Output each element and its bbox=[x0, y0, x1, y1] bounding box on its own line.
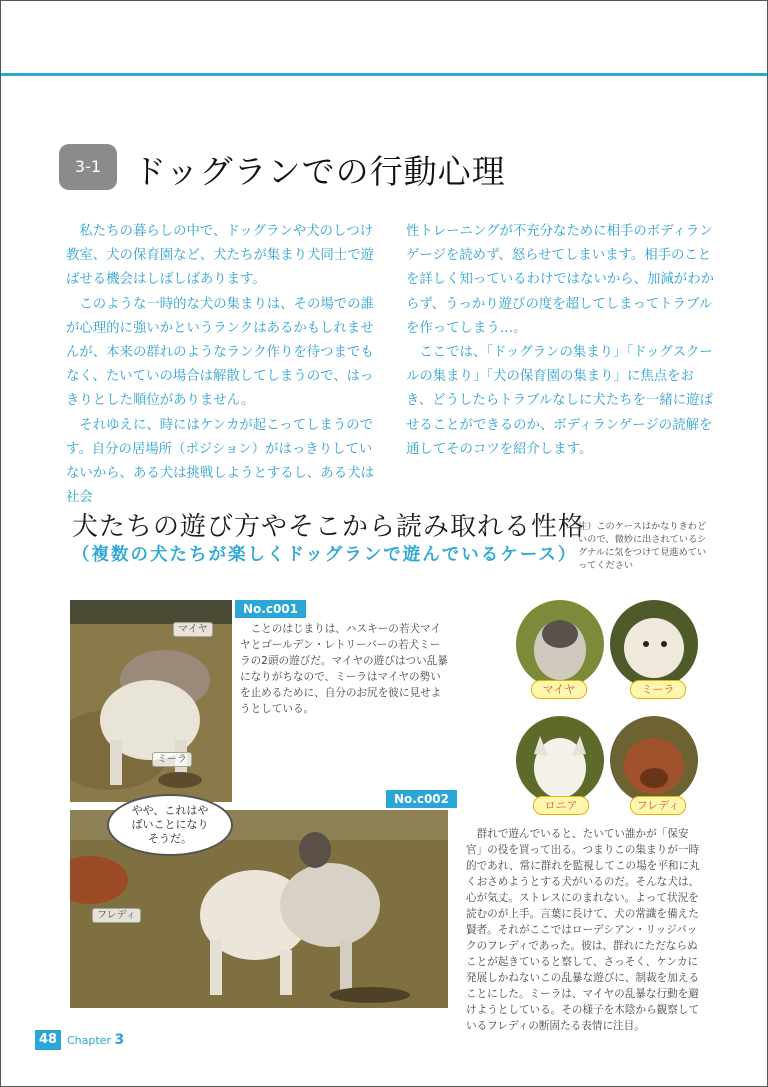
header-rule bbox=[1, 73, 767, 76]
subsection-subtitle: （複数の犬たちが楽しくドッグランで遊んでいるケース） bbox=[72, 545, 578, 565]
section-number-badge: 3-1 bbox=[59, 144, 117, 190]
dog-name-pill: ロニア bbox=[533, 796, 589, 815]
case-caption: ことのはじまりは、ハスキーの若犬マイヤとゴールデン・レトリーバーの若犬ミーラの2頭の遊びだ。マイヤの遊びはつい乱暴になりがちなので、ミーラはマイヤの勢いを止めるために、自分のお尻を彼に見せようとしている。 bbox=[240, 623, 448, 715]
caution-note: 注）このケースはかなりきわどいので、微妙に出されているシグナルに気をつけて見進めていってください bbox=[578, 521, 707, 571]
dog-portrait-mila bbox=[610, 600, 698, 688]
intro-paragraph: それゆえに、時にはケンカが起こってしまうのです。自分の居場所（ポジション）がはっきりしていないから、ある犬は挑戦しようとするし、ある犬は社会 bbox=[66, 417, 374, 506]
photo-c001 bbox=[70, 600, 232, 802]
intro-paragraph: このような一時的な犬の集まりは、その場での誰が心理的に強いかというランクはあるかもしれませんが、本来の群れのようなランク作りを待つまでもなく、たいていの場合は解散してしまうので、はっきりとした順位がありません。 bbox=[66, 296, 374, 409]
dog-name-tag: フレディ bbox=[92, 908, 141, 923]
dog-name-pill: フレディ bbox=[630, 796, 686, 815]
chapter-label-text: Chapter bbox=[67, 1034, 111, 1047]
speech-bubble bbox=[107, 794, 233, 856]
intro-right-column bbox=[406, 220, 716, 462]
chapter-label bbox=[67, 1032, 124, 1048]
dog-portrait-freddy bbox=[610, 716, 698, 804]
section-title: ドッグランでの行動心理 bbox=[133, 152, 506, 191]
speech-bubble-text: やや、これはやばいことになりそうだ。 bbox=[131, 804, 209, 845]
case-badge: No.c001 bbox=[235, 600, 306, 618]
intro-paragraph: ここでは、「ドッグランの集まり」「ドッグスクールの集まり」「犬の保育園の集まり」に焦点をおき、どうしたらトラブルなしに犬たちを一緒に遊ばせることができるのか、ボディランゲージの読解を通してそのコツを紹介します。 bbox=[406, 345, 713, 457]
dog-name-tag: ミーラ bbox=[152, 752, 192, 767]
subsection-title: 犬たちの遊び方やそこから読み取れる性格 bbox=[72, 512, 586, 542]
chapter-number: 3 bbox=[114, 1032, 125, 1048]
intro-left-column bbox=[66, 220, 376, 510]
dog-portrait-ronia bbox=[516, 716, 604, 804]
intro-paragraph: 私たちの暮らしの中で、ドッグランや犬のしつけ教室、犬の保育園など、犬たちが集まり犬同士で遊ばせる機会はしばしばあります。 bbox=[66, 224, 374, 288]
case-caption: 群れで遊んでいると、たいてい誰かが「保安官」の役を買って出る。つまりこの集まりが一時的であれ、常に群れを監視してこの場を平和に丸くおさめようとする犬がいるのだ。そんな犬は、心が気丈。ストレスにのまれない。よって状況を読むのが上手。言葉に長けて、犬の常識を備えた賢者。それがここではローデシアン・リッジバックのフレディであった。彼は、群れにただならぬことが起きていると察して、さっそく、ケンカに発展しかねないこの乱暴な遊びに、制裁を加えることにした。ミーラは、マイヤの乱暴な行動を避けようとしている。その様子を木陰から観察しているフレディの断固たる表情に注目。 bbox=[466, 828, 700, 1032]
page-number: 48 bbox=[35, 1030, 61, 1050]
intro-paragraph: 性トレーニングが不充分なために相手のボディランゲージを読めず、怒らせてしまいます。相手のことを詳しく知っているわけではないから、加減がわからず、うっかり遊びの度を超してしまってトラブルを作ってしまう…。 bbox=[406, 224, 714, 336]
case-badge: No.c002 bbox=[386, 790, 457, 808]
dog-name-pill: ミーラ bbox=[630, 680, 686, 699]
dog-portrait-maiya bbox=[516, 600, 604, 688]
dog-name-pill: マイヤ bbox=[531, 680, 587, 699]
dog-name-tag: マイヤ bbox=[173, 622, 213, 637]
